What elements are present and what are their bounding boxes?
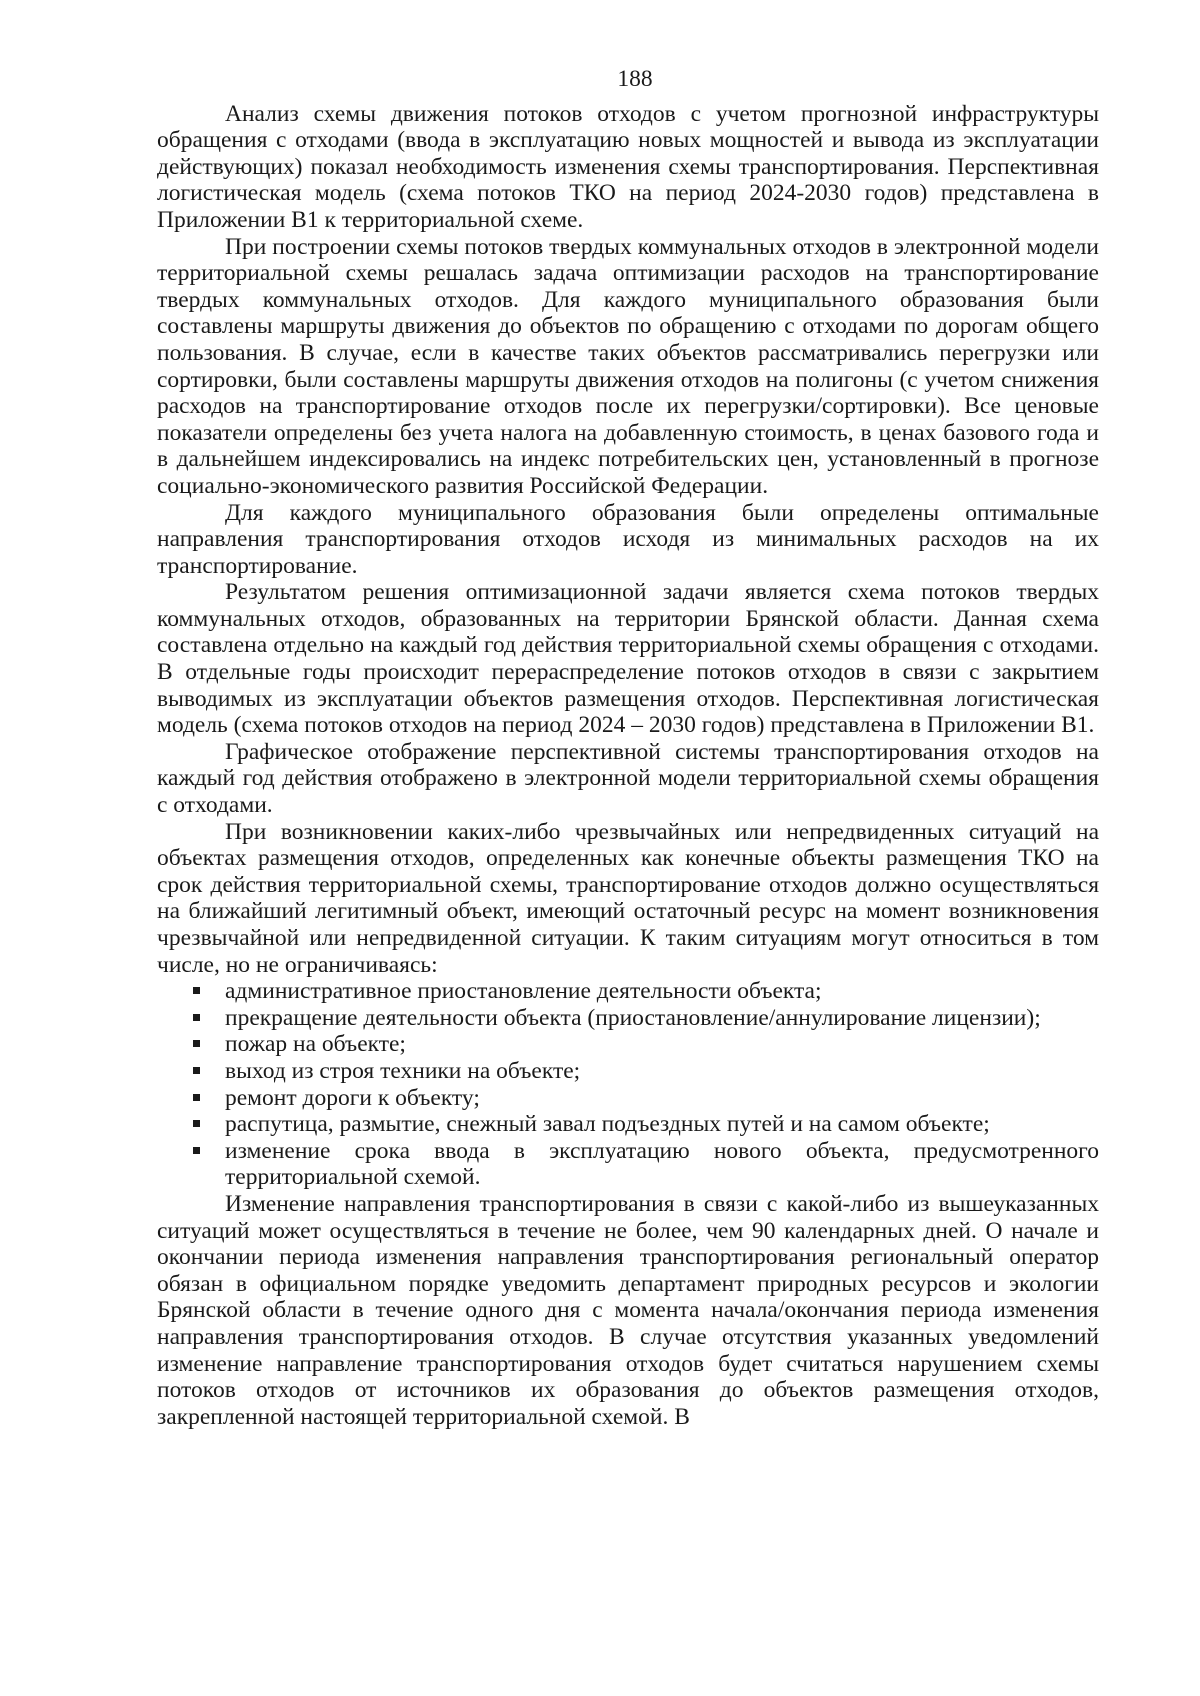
paragraph-emergency-situations: При возникновении каких-либо чрезвычайных или непредвиденных ситуаций на объектах размещения отходов, определенных как конечные объекты размещения ТКО на срок действия территориальной схемы, транспортирование отходов должно осуществляться на ближайший легитимный объект, имеющий остаточный ресурс на момент возникновения чрезвычайной или непредвиденной ситуации. К таким ситуациям могут относиться в том числе, но не ограничиваясь: — [157, 818, 1099, 978]
paragraph-optimal-directions: Для каждого муниципального образования были определены оптимальные направления транспортирования отходов исходя из минимальных расходов на их транспортирование. — [157, 499, 1099, 579]
page-number: 188 — [617, 66, 653, 92]
bullet-marker — [193, 1040, 200, 1047]
paragraph-scheme-construction: При построении схемы потоков твердых коммунальных отходов в электронной модели территориальной схемы решалась задача оптимизации расходов на транспортирование твердых коммунальных отходов. Для каждого муниципального образования были составлены маршруты движения до объектов по обращению с отходами по дорогам общего пользования. В случае, если в качестве таких объектов рассматривались перегрузки или сортировки, были составлены маршруты движения отходов на полигоны (с учетом снижения расходов на транспортирование отходов после их перегрузки/сортировки). Все ценовые показатели определены без учета налога на добавленную стоимость, в ценах базового года и в дальнейшем индексировались на индекс потребительских цен, установленный в прогнозе социально-экономического развития Российской Федерации. — [157, 233, 1099, 499]
paragraph-graphic-display: Графическое отображение перспективной системы транспортирования отходов на каждый год действия отображено в электронной модели территориальной схемы обращения с отходами. — [157, 738, 1099, 819]
list-item — [157, 978, 1099, 1005]
list-item — [157, 1085, 1099, 1112]
list-item-text: изменение срока ввода в эксплуатацию нового объекта, предусмотренного территориальной схемой. — [225, 1137, 1099, 1191]
list-item-text: распутица, размытие, снежный завал подъездных путей и на самом объекте; — [225, 1111, 990, 1138]
bullet-marker — [193, 1014, 200, 1021]
list-item-text: ремонт дороги к объекту; — [225, 1084, 480, 1111]
list-item — [157, 1005, 1099, 1032]
paragraph-optimization-result: Результатом решения оптимизационной задачи является схема потоков твердых коммунальных отходов, образованных на территории Брянской области. Данная схема составлена отдельно на каждый год действия территориальной схемы обращения с отходами. В отдельные годы происходит перераспределение потоков отходов в связи с закрытием выводимых из эксплуатации объектов размещения отходов. Перспективная логистическая модель (схема потоков отходов на период 2024 – 2030 годов) представлена в Приложении В1. — [157, 579, 1099, 739]
list-item — [157, 1111, 1099, 1138]
list-item — [157, 1058, 1099, 1085]
paragraph-analysis: Анализ схемы движения потоков отходов с учетом прогнозной инфраструктуры обращения с отходами (ввода в эксплуатацию новых мощностей и вывода из эксплуатации действующих) показал необходимость изменения схемы транспортирования. Перспективная логистическая модель (схема потоков ТКО на период 2024-2030 годов) представлена в Приложении В1 к территориальной схеме. — [157, 100, 1099, 233]
emergency-situations-list — [157, 978, 1099, 1191]
list-item-text: выход из строя техники на объекте; — [225, 1057, 581, 1084]
bullet-marker — [193, 1094, 200, 1101]
paragraph-direction-change: Изменение направления транспортирования в связи с какой-либо из вышеуказанных ситуаций может осуществляться в течение не более, чем 90 календарных дней. О начале и окончании периода изменения направления транспортирования региональный оператор обязан в официальном порядке уведомить департамент природных ресурсов и экологии Брянской области в течение одного дня с момента начала/окончания периода изменения направления транспортирования отходов. В случае отсутствия указанных уведомлений изменение направление транспортирования отходов будет считаться нарушением схемы потоков отходов от источников их образования до объектов размещения отходов, закрепленной настоящей территориальной схемой. В — [157, 1190, 1099, 1430]
list-item-text: пожар на объекте; — [225, 1031, 406, 1058]
list-item — [157, 1031, 1099, 1058]
list-item — [157, 1138, 1099, 1191]
bullet-marker — [193, 987, 200, 994]
document-page — [157, 66, 1099, 1430]
bullet-marker — [193, 1147, 200, 1154]
list-item-text: прекращение деятельности объекта (приостановление/аннулирование лицензии); — [225, 1004, 1041, 1031]
bullet-marker — [193, 1067, 200, 1074]
list-item-text: административное приостановление деятельности объекта; — [225, 978, 822, 1005]
bullet-marker — [193, 1120, 200, 1127]
